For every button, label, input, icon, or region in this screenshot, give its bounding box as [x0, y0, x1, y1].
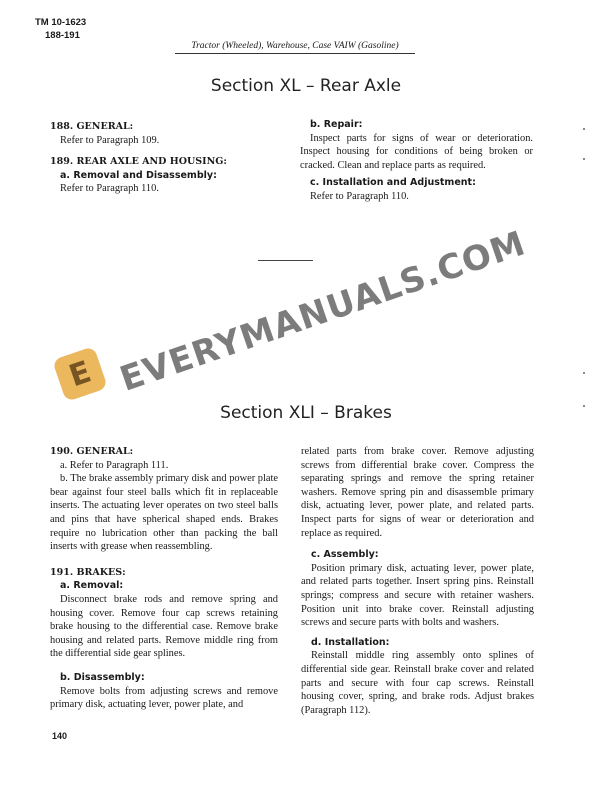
section-xl-title: Section XL – Rear Axle: [210, 76, 402, 96]
heading-191d: d. Installation:: [311, 636, 390, 648]
heading-191b: b. Disassembly:: [60, 671, 145, 683]
section-xli-title: Section XLI – Brakes: [220, 403, 392, 423]
text-191c: Position primary disk, actuating lever, power plate, and related parts together. Insert spring pins. Reinstall springs; compress and secure with retainer washers. Position unit into brake cover. Reinstall adjusting screws and secure parts with bolts and washers.: [301, 562, 534, 629]
heading-191a: a. Removal:: [60, 580, 124, 592]
scan-speck: [583, 405, 585, 407]
heading-191c: c. Assembly:: [311, 549, 379, 561]
heading-190: 190. GENERAL:: [50, 446, 134, 457]
heading-189c: c. Installation and Adjustment:: [310, 177, 476, 189]
text-190a: a. Refer to Paragraph 111.: [60, 459, 169, 471]
watermark: EVERYMANUALS.COM: [115, 223, 531, 400]
section-xli-right-column: [301, 445, 534, 717]
heading-191: 191. BRAKES:: [50, 566, 126, 578]
text-189c: Refer to Paragraph 110.: [310, 190, 409, 202]
watermark-logo-icon: [52, 346, 108, 402]
heading-189a: a. Removal and Disassembly:: [60, 169, 217, 181]
watermark-logo-letter: E: [64, 354, 96, 394]
text-189a: Refer to Paragraph 110.: [60, 183, 159, 195]
tm-number: TM 10-1623: [35, 17, 87, 28]
scan-speck: [583, 128, 585, 130]
heading-189b: b. Repair:: [310, 119, 363, 130]
section-divider: [258, 260, 313, 261]
paragraph-range: 188-191: [45, 30, 80, 41]
scan-speck: [583, 158, 585, 160]
text-191b-part2: related parts from brake cover. Remove adjusting screws from differential brake cover. Compress the separating springs and remove the spring retainer washers. Remove spring pin and disassemble primary disk, actuating lever, power plate, and related parts. Inspect parts for signs of wear or deterioration and replace as required.: [301, 446, 534, 539]
section-xli-left-column: [50, 445, 278, 712]
page-number: 140: [52, 731, 68, 741]
scan-speck: [583, 372, 585, 374]
heading-189: 189. REAR AXLE AND HOUSING:: [50, 156, 227, 168]
text-191d: Reinstall middle ring assembly onto splines of differential side gear. Reinstall brake cover and related parts and secure with four cap screws. Reinstall housing cover, spring, and brake rods. Adjust brakes (Paragraph 112).: [301, 650, 534, 716]
text-190b: b. The brake assembly primary disk and power plate bear against four steel balls which fit in replaceable inserts. The actuating lever operates on two steel balls and pins that have spherical shaped ends. Brakes require no lubrication other than packing the ball inserts with grease when reassembling.: [50, 473, 278, 553]
text-188: Refer to Paragraph 109.: [60, 134, 160, 146]
text-189b: Inspect parts for signs of wear or deterioration. Inspect housing for conditions of being broken or cracked. Clean and replace parts as required.: [300, 132, 533, 171]
text-191a: Disconnect brake rods and remove spring and housing cover. Remove four cap screws retaining brake housing to the differential case. Remove brake housing and related parts. Remove middle ring from the differential side gear splines.: [50, 593, 278, 660]
section-xl-right-column: [300, 118, 533, 204]
running-title: Tractor (Wheeled), Warehouse, Case VAIW (Gasoline): [175, 41, 415, 54]
heading-188: 188. GENERAL:: [50, 121, 134, 132]
text-191b-part1: Remove bolts from adjusting screws and remove primary disk, actuating lever, power plate, and: [50, 685, 278, 711]
section-xl-left-column: [50, 120, 278, 196]
